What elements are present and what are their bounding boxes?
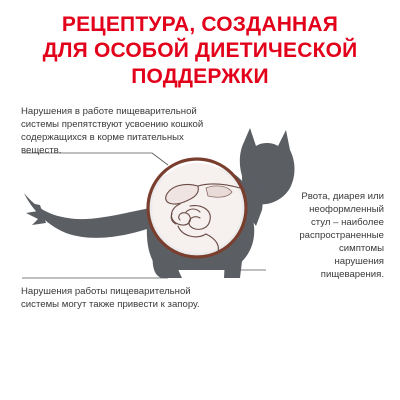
note-top-left-line-2: системы препятствуют усвоению кошкой bbox=[21, 119, 204, 130]
note-top-left-line-3: содержащихся в корме питательных bbox=[21, 132, 184, 143]
headline-line-1: РЕЦЕПТУРА, СОЗДАННАЯ bbox=[61, 13, 339, 36]
note-bottom-left-line-1: Нарушения работы пищеварительной bbox=[21, 286, 191, 297]
note-right-line-1: Рвота, диарея или bbox=[301, 191, 384, 202]
note-bottom-left bbox=[21, 285, 236, 311]
note-right-line-3: стул – наиболее bbox=[310, 217, 384, 228]
note-right-line-6: нарушения bbox=[334, 256, 384, 267]
headline-line-2: ДЛЯ ОСОБОЙ ДИЕТИЧЕСКОЙ bbox=[42, 39, 358, 62]
note-top-left bbox=[21, 105, 236, 157]
note-bottom-left-line-2: системы могут также привести к запору. bbox=[21, 299, 200, 310]
note-right-line-4: распространенные bbox=[299, 230, 384, 241]
headline-line-3: ПОДДЕРЖКИ bbox=[131, 65, 269, 88]
cat-tail-fur bbox=[26, 203, 46, 225]
digestive-focus-circle bbox=[148, 159, 246, 257]
note-right bbox=[280, 190, 384, 281]
cat-tail bbox=[24, 193, 156, 238]
note-right-line-2: неоформленный bbox=[309, 204, 384, 215]
note-top-left-line-1: Нарушения в работе пищеварительной bbox=[21, 106, 197, 117]
note-right-line-5: симптомы bbox=[338, 243, 384, 254]
note-right-line-7: пищеварения. bbox=[320, 269, 384, 280]
note-top-left-line-4: веществ. bbox=[21, 145, 62, 156]
